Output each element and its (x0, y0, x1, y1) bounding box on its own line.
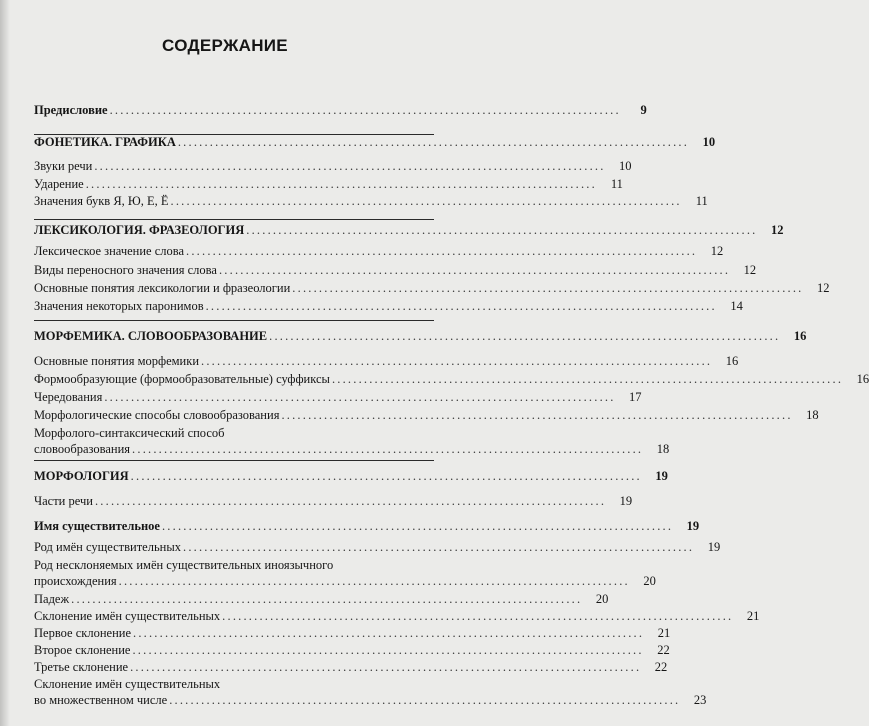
dot-leader: ................................................................................................ (132, 442, 644, 456)
toc-subsection-entry[interactable] (34, 518, 700, 534)
toc-entry[interactable] (34, 371, 869, 387)
toc-entry-page: 19 (619, 494, 633, 508)
dot-leader: ................................................................................................ (130, 469, 642, 483)
toc-entry-label: Звуки речи (34, 159, 93, 173)
toc-entry[interactable] (34, 102, 647, 118)
dot-leader: ................................................................................................ (183, 540, 695, 554)
toc-entry[interactable] (34, 591, 609, 607)
toc-entry-label: словообразования (34, 442, 131, 456)
toc-entry[interactable] (34, 193, 708, 209)
toc-entry-label: Основные понятия лексикологии и фразеологии (34, 281, 291, 295)
toc-entry-page: 18 (656, 442, 670, 456)
toc-entry-page: 17 (629, 390, 642, 404)
toc-entry-label: ФОНЕТИКА. ГРАФИКА (34, 135, 176, 149)
dot-leader: ................................................................................................ (170, 194, 682, 208)
toc-entry[interactable] (34, 158, 632, 174)
toc-entry-page: 16 (856, 372, 869, 386)
dot-leader: ................................................................................................ (85, 177, 597, 191)
toc-entry[interactable] (34, 642, 670, 658)
toc-entry-label: ЛЕКСИКОЛОГИЯ. ФРАЗЕОЛОГИЯ (34, 223, 245, 237)
toc-entry[interactable] (34, 389, 642, 405)
toc-entry-label: Род имён существительных (34, 540, 181, 554)
dot-leader: ................................................................................................ (169, 693, 681, 707)
dot-leader: ................................................................................................ (177, 135, 690, 149)
dot-leader: ................................................................................................ (205, 299, 717, 313)
toc-entry-label-line: Морфолого-синтаксический способ (34, 426, 225, 440)
dot-leader: ................................................................................................ (186, 244, 698, 258)
toc-entry-label: Чередования (34, 390, 103, 404)
toc-section-entry[interactable] (34, 222, 784, 238)
toc-section-entry[interactable] (34, 134, 716, 150)
toc-entry-page: 12 (770, 223, 784, 237)
toc-entry[interactable] (34, 407, 819, 423)
toc-entry-label: происхождения (34, 574, 117, 588)
toc-entry-label: Основные понятия морфемики (34, 354, 200, 368)
toc-entry[interactable] (34, 557, 656, 589)
toc-section-entry[interactable] (34, 328, 807, 344)
dot-leader: ................................................................................................ (130, 660, 642, 674)
toc-entry[interactable] (34, 676, 707, 708)
toc-entry-label: Предисловие (34, 103, 108, 117)
dot-leader: ................................................................................................ (222, 609, 734, 623)
section-divider (34, 460, 434, 461)
toc-entry-page: 14 (730, 299, 743, 313)
dot-leader: ................................................................................................ (133, 626, 645, 640)
toc-entry-label: Ударение (34, 177, 84, 191)
toc-entry-page: 10 (619, 159, 632, 173)
toc-entry[interactable] (34, 262, 757, 278)
dot-leader: ................................................................................................ (94, 494, 607, 508)
toc-entry[interactable] (34, 280, 830, 296)
toc-entry[interactable] (34, 608, 760, 624)
toc-entry[interactable] (34, 353, 739, 369)
toc-entry-page: 20 (595, 592, 609, 606)
toc-entry-label: Первое склонение (34, 626, 131, 640)
toc-entry-page: 21 (746, 609, 760, 623)
toc-entry-label: МОРФОЛОГИЯ (34, 469, 129, 483)
dot-leader: ................................................................................................ (246, 223, 758, 237)
toc-entry-label: Склонение имён существительных (34, 609, 221, 623)
toc-entry-page: 10 (702, 135, 716, 149)
section-divider (34, 219, 434, 220)
dot-leader: ................................................................................................ (331, 372, 844, 386)
toc-entry-page: 20 (643, 574, 656, 588)
toc-entry-page: 12 (743, 263, 757, 277)
toc-entry-page: 11 (695, 194, 708, 208)
dot-leader: ................................................................................................ (104, 390, 616, 404)
toc-entry-page: 22 (657, 643, 670, 657)
toc-entry-label: Виды переносного значения слова (34, 263, 217, 277)
dot-leader: ................................................................................................ (161, 519, 674, 533)
section-divider (34, 320, 434, 321)
toc-section-entry[interactable] (34, 468, 668, 484)
toc-entry-page: 19 (686, 519, 700, 533)
toc-entry-page: 21 (657, 626, 671, 640)
toc-entry-label-line: Склонение имён существительных (34, 677, 221, 691)
toc-entry-label: Третье склонение (34, 660, 129, 674)
dot-leader: ................................................................................................ (71, 592, 583, 606)
toc-entry-page: 18 (806, 408, 819, 422)
toc-entry-label: Второе склонение (34, 643, 131, 657)
toc-entry[interactable] (34, 539, 721, 555)
dot-leader: ................................................................................................ (201, 354, 713, 368)
toc-entry[interactable] (34, 659, 668, 675)
toc-entry-label: Имя существительное (34, 519, 160, 533)
toc-entry-page: 16 (725, 354, 739, 368)
toc-entry-page: 22 (654, 660, 668, 674)
toc-entry-label: Части речи (34, 494, 93, 508)
toc-entry-label: Падеж (34, 592, 70, 606)
toc-entry-page: 23 (693, 693, 707, 707)
dot-leader: ................................................................................................ (109, 103, 621, 117)
toc-entry-label: Формообразующие (формообразовательные) суффиксы (34, 372, 330, 386)
dot-leader: ................................................................................................ (118, 574, 630, 588)
toc-entry-label: МОРФЕМИКА. СЛОВООБРАЗОВАНИЕ (34, 329, 268, 343)
toc-entry-label: Значения букв Я, Ю, Е, Ё (34, 194, 169, 208)
toc-entry[interactable] (34, 425, 670, 457)
toc-entry-page: 12 (710, 244, 724, 258)
toc-entry-label: Лексическое значение слова (34, 244, 185, 258)
toc-entry-page: 16 (793, 329, 807, 343)
toc-entry[interactable] (34, 243, 724, 259)
toc-entry[interactable] (34, 625, 671, 641)
toc-entry-page: 19 (707, 540, 721, 554)
toc-entry-page: 9 (640, 103, 647, 117)
dot-leader: ................................................................................................ (132, 643, 644, 657)
toc-entry-label: Морфологические способы словообразования (34, 408, 280, 422)
toc-entry[interactable] (34, 298, 743, 314)
dot-leader: ................................................................................................ (281, 408, 793, 422)
dot-leader: ................................................................................................ (94, 159, 606, 173)
toc-entry-label-line: Род несклоняемых имён существительных иноязычного (34, 558, 334, 572)
toc-entry-page: 11 (610, 177, 623, 191)
toc-entry-label: Значения некоторых паронимов (34, 299, 204, 313)
toc-entry[interactable] (34, 176, 623, 192)
toc-entry-page: 19 (655, 469, 668, 483)
dot-leader: ................................................................................................ (292, 281, 804, 295)
page-title: СОДЕРЖАНИЕ (162, 36, 288, 55)
toc-entry-label: во множественном числе (34, 693, 168, 707)
dot-leader: ................................................................................................ (218, 263, 731, 277)
dot-leader: ................................................................................................ (269, 329, 781, 343)
toc-entry[interactable] (34, 493, 633, 509)
toc-entry-page: 12 (817, 281, 830, 295)
page-edge-shadow (0, 0, 10, 726)
